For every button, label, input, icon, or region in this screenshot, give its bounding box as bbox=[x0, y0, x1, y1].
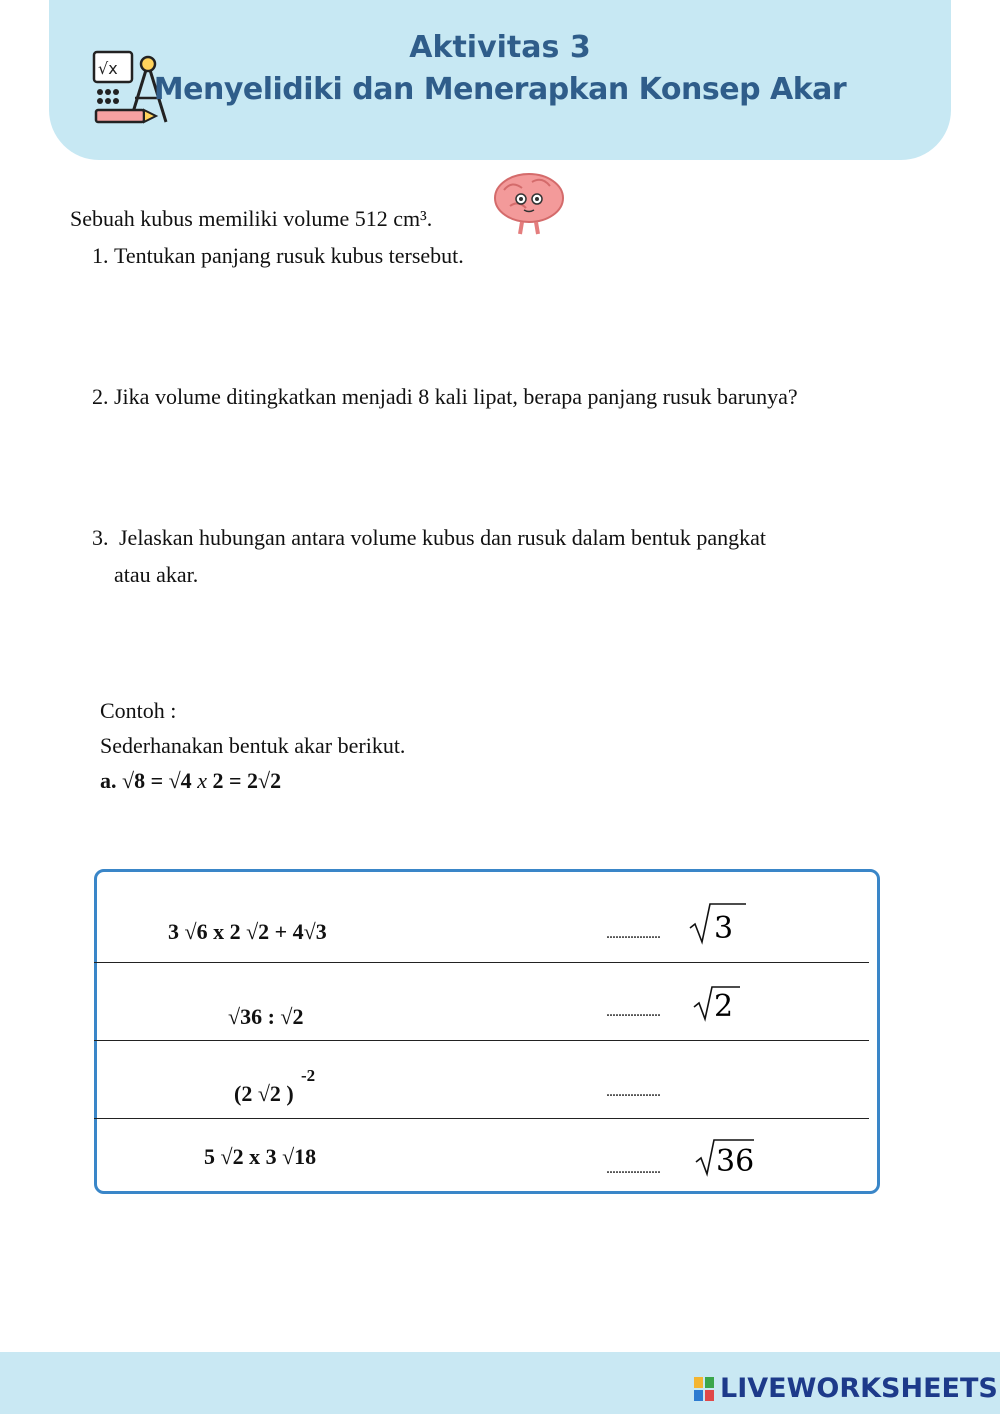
row-1-expression: 3 √6 x 2 √2 + 4√3 bbox=[168, 919, 327, 944]
brain-mascot-icon bbox=[492, 172, 566, 236]
sqrt-2-radical bbox=[692, 983, 752, 1023]
question-3-continuation: atau akar. bbox=[114, 562, 199, 587]
row-4-answer-blank[interactable]: .................. bbox=[606, 1160, 660, 1177]
example-label: Contoh : bbox=[100, 698, 177, 723]
row-1-radicand: 3 bbox=[714, 911, 734, 946]
question-number: 3. bbox=[92, 525, 109, 550]
example-a-part1: √8 = √4 bbox=[122, 768, 192, 793]
page-subtitle: Menyelidiki dan Menerapkan Konsep Akar bbox=[153, 72, 847, 107]
page-title: Aktivitas 3 bbox=[409, 30, 591, 65]
sqrt-36-radical bbox=[694, 1136, 760, 1178]
sqrt-3-radical bbox=[688, 900, 748, 946]
question-text: Jika volume ditingkatkan menjadi 8 kali lipat, berapa panjang rusuk barunya? bbox=[114, 384, 798, 409]
row-1-answer-blank[interactable]: .................. bbox=[606, 925, 660, 942]
row-divider bbox=[94, 1118, 869, 1119]
liveworksheets-logo-icon bbox=[694, 1377, 714, 1401]
question-2 bbox=[92, 384, 798, 410]
example-instruction: Sederhanakan bentuk akar berikut. bbox=[100, 733, 406, 758]
row-2-answer-blank[interactable]: .................. bbox=[606, 1003, 660, 1020]
row-divider bbox=[94, 1040, 869, 1041]
svg-text:√x: √x bbox=[98, 59, 118, 78]
question-3 bbox=[92, 525, 766, 551]
example-a bbox=[100, 768, 281, 794]
row-4-radicand: 36 bbox=[716, 1144, 755, 1178]
example-a-part2: 2 = 2√2 bbox=[212, 768, 282, 793]
row-2-expression: √36 : √2 bbox=[228, 1004, 304, 1029]
row-3-exponent: -2 bbox=[301, 1066, 316, 1085]
question-number: 1. bbox=[92, 243, 109, 268]
example-a-operator: x bbox=[197, 768, 207, 793]
question-1 bbox=[92, 243, 464, 269]
intro-text: Sebuah kubus memiliki volume 512 cm³. bbox=[70, 206, 433, 231]
row-4-expression: 5 √2 x 3 √18 bbox=[204, 1144, 317, 1169]
question-text: Jelaskan hubungan antara volume kubus dan rusuk dalam bentuk pangkat bbox=[119, 525, 767, 550]
row-divider bbox=[94, 962, 869, 963]
row-3-answer-blank[interactable]: .................. bbox=[606, 1083, 660, 1100]
row-2-radicand: 2 bbox=[714, 989, 734, 1023]
row-3-expression: (2 √2 ) bbox=[234, 1081, 294, 1106]
example-a-prefix: a. bbox=[100, 768, 117, 793]
question-text: Tentukan panjang rusuk kubus tersebut. bbox=[114, 243, 464, 268]
brand-name[interactable]: LIVEWORKSHEETS bbox=[720, 1373, 998, 1404]
question-number: 2. bbox=[92, 384, 109, 409]
